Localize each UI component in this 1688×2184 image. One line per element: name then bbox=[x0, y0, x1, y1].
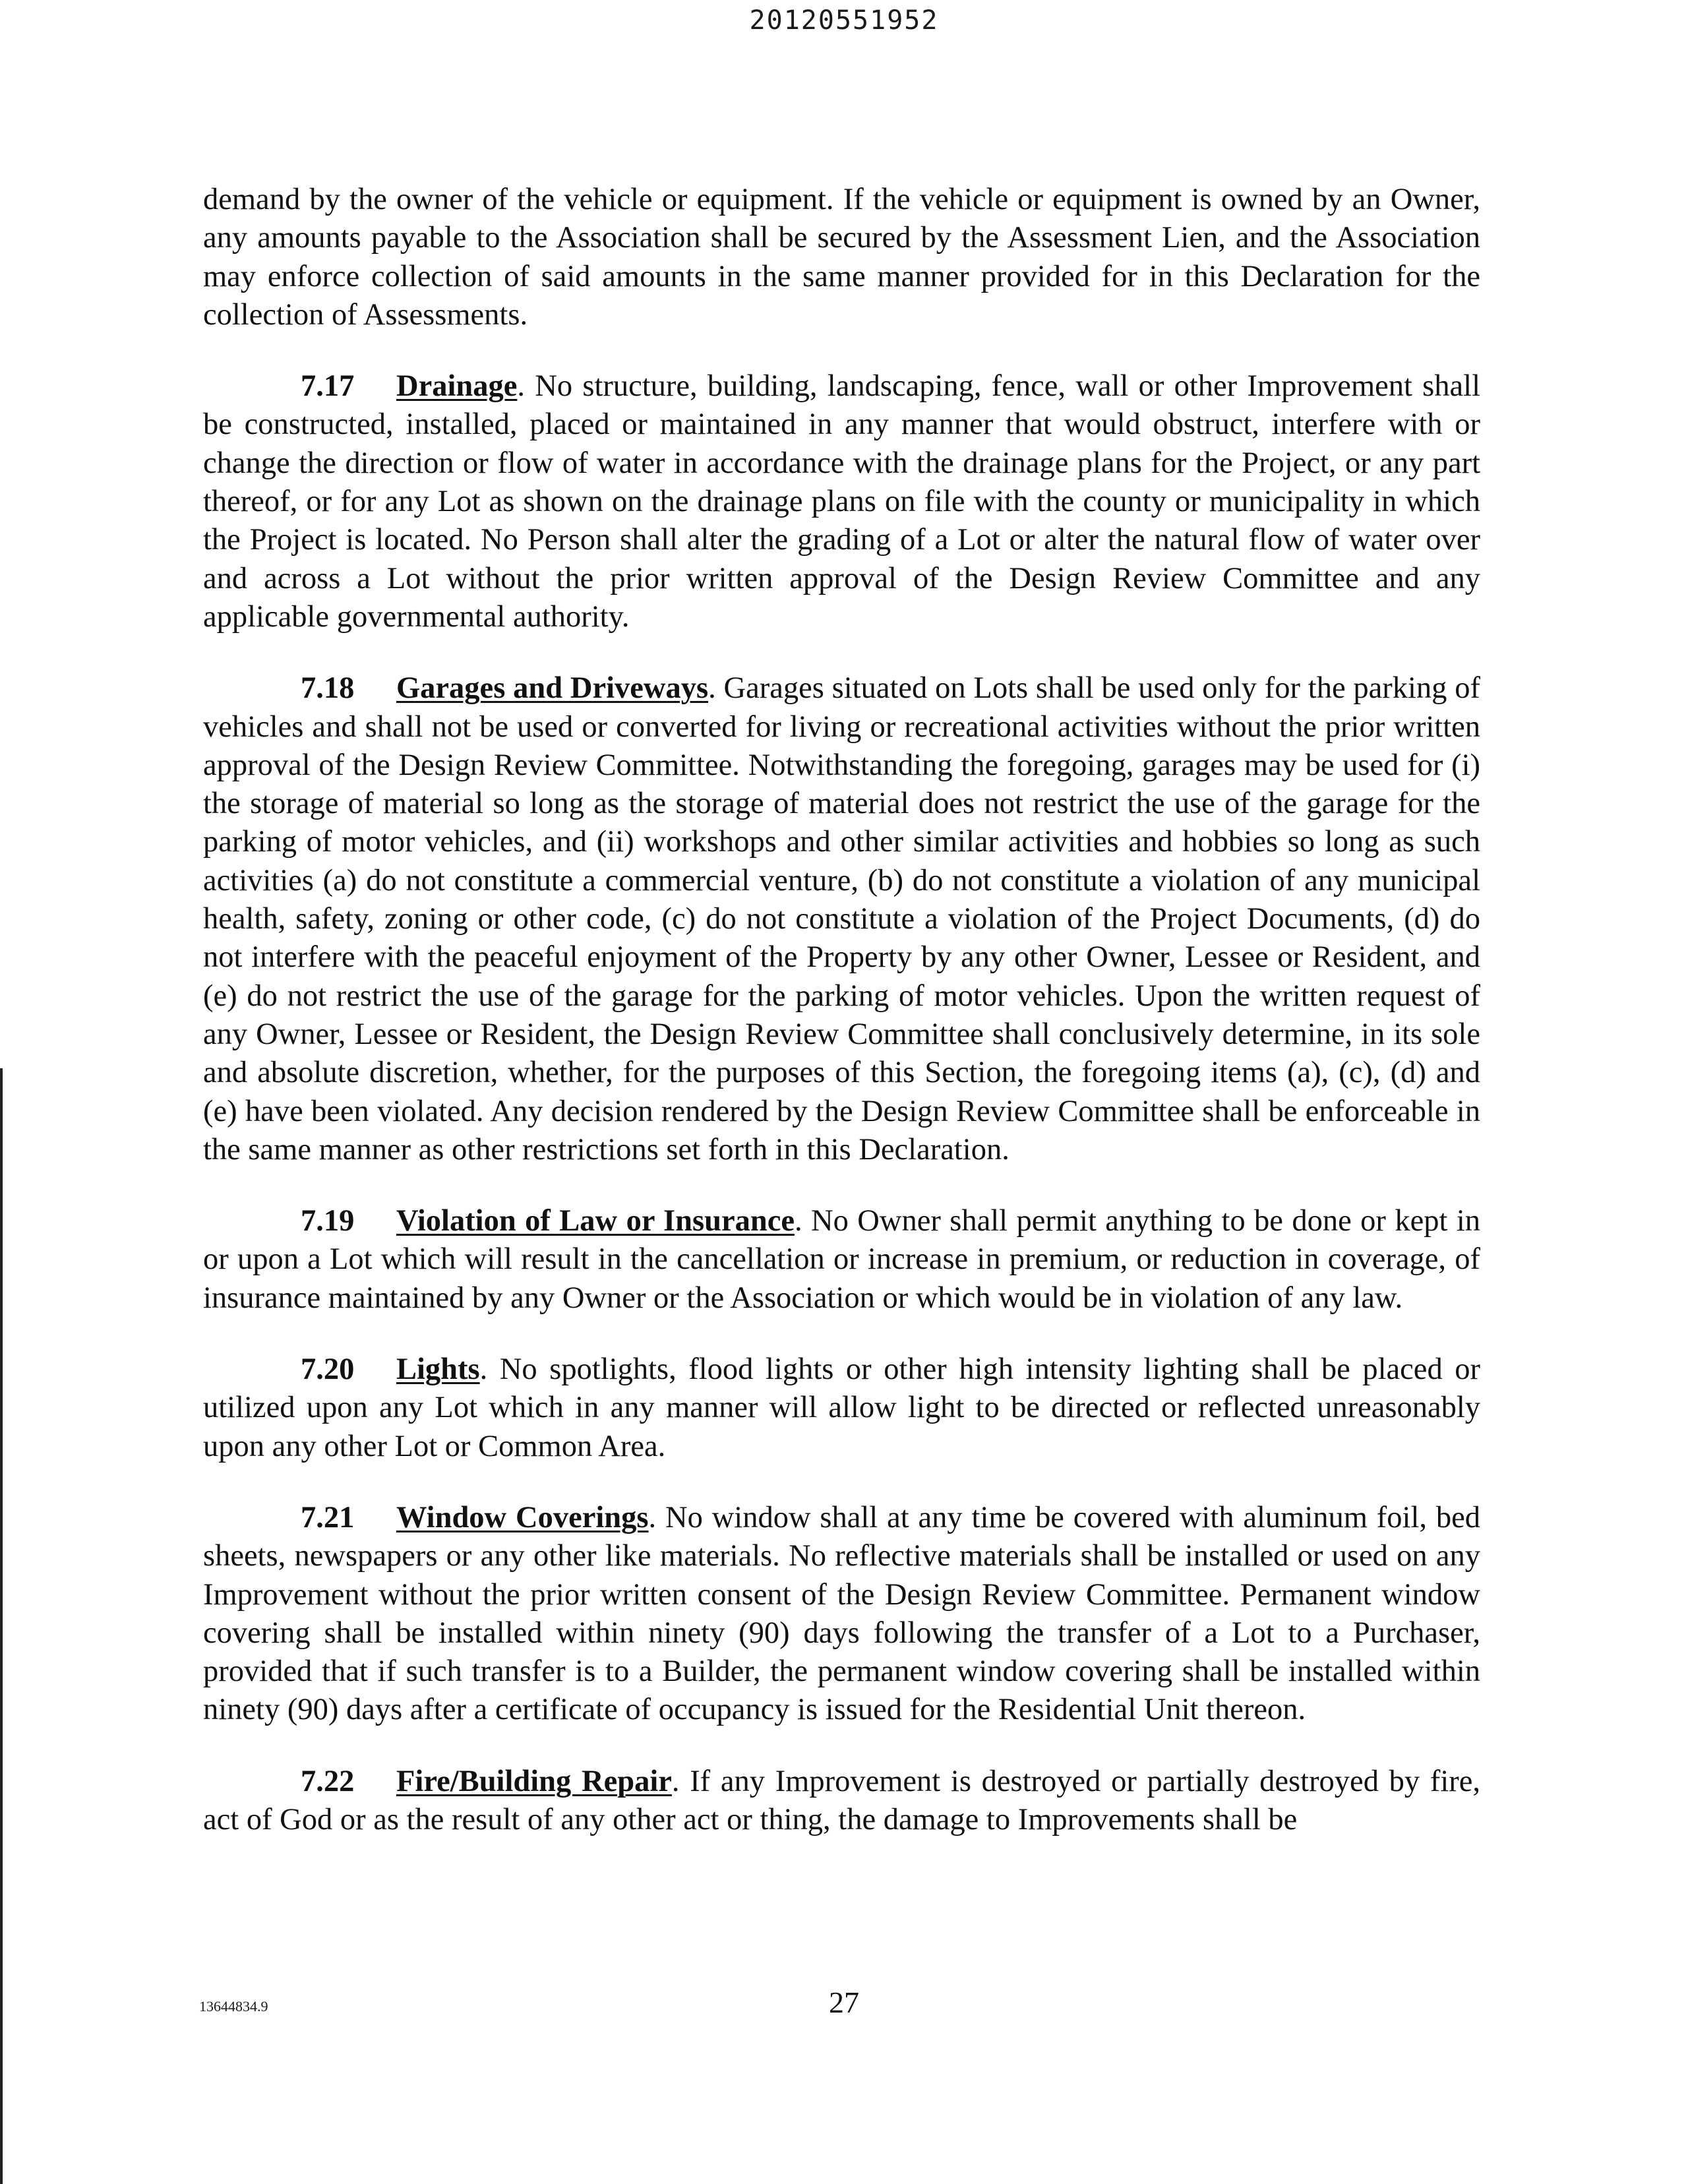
section-text: . No structure, building, landscaping, fence, wall or other Improvement shall be constructed, installed, placed or maintained in any manner that would obstruct, interfere with or change the direction or flow of water in accordance with the drainage plans for the Project, or any part thereof, or for any Lot as shown on the drainage plans on file with the county or municipality in which the Project is located. No Person shall alter the grading of a Lot or alter the natural flow of water over and across a Lot without the prior written approval of the Design Review Committee and any applicable governmental authority. bbox=[203, 369, 1480, 634]
section-number: 7.17 bbox=[301, 369, 355, 404]
paragraph-gap bbox=[203, 636, 1480, 669]
section-text: . No Owner shall permit anything to be done or kept in or upon a Lot which will result in the cancellation or increase in premium, or reduction in coverage, of insurance maintained by any Owner or the Association or which would be in violation of any law. bbox=[203, 1204, 1480, 1315]
section-title: Garages and Driveways bbox=[396, 671, 709, 706]
section-7-21 bbox=[203, 1499, 1480, 1730]
section-title: Lights bbox=[396, 1352, 480, 1387]
section-text: . Garages situated on Lots shall be used only for the parking of vehicles and shall not be used or converted for living or recreational activities without the prior written approval of the Design Review Committee. Notwithstanding the foregoing, garages may be used for (i) the storage of material so long as the storage of material does not restrict the use of the garage for the parking of motor vehicles, and (ii) workshops and other similar activities and hobbies so long as such activities (a) do not constitute a commercial venture, (b) do not constitute a violation of any municipal health, safety, zoning or other code, (c) do not constitute a violation of the Project Documents, (d) do not interfere with the peaceful enjoyment of the Property by any other Owner, Lessee or Resident, and (e) do not restrict the use of the garage for the parking of motor vehicles. Upon the written request of any Owner, Lessee or Resident, the Design Review Committee shall conclusively determine, in its sole and absolute discretion, whether, for the purposes of this Section, the foregoing items (a), (c), (d) and (e) have been violated. Any decision rendered by the Design Review Committee shall be enforceable in the same manner as other restrictions set forth in this Declaration. bbox=[203, 671, 1480, 1167]
section-number: 7.22 bbox=[301, 1764, 355, 1798]
section-number: 7.19 bbox=[301, 1204, 355, 1238]
recording-number: 20120551952 bbox=[749, 5, 939, 36]
paragraph-gap bbox=[203, 1169, 1480, 1202]
section-number: 7.18 bbox=[301, 671, 355, 706]
section-7-18 bbox=[203, 669, 1480, 1169]
section-title: Window Coverings bbox=[396, 1500, 649, 1534]
paragraph-gap bbox=[203, 1318, 1480, 1350]
section-title: Drainage bbox=[396, 369, 518, 404]
document-body bbox=[203, 181, 1480, 1839]
section-number: 7.21 bbox=[301, 1500, 355, 1534]
section-7-20 bbox=[203, 1350, 1480, 1466]
section-text: . No window shall at any time be covered with aluminum foil, bed sheets, newspapers or any other like materials. No reflective materials shall be installed or used on any Improvement without the prior written consent of the Design Review Committee. Permanent window covering shall be installed within ninety (90) days following the transfer of a Lot to a Purchaser, provided that if such transfer is to a Builder, the permanent window covering shall be installed within ninety (90) days after a certificate of occupancy is issued for the Residential Unit thereon. bbox=[203, 1500, 1480, 1727]
section-7-22 bbox=[203, 1763, 1480, 1840]
section-7-19 bbox=[203, 1202, 1480, 1318]
section-number: 7.20 bbox=[301, 1352, 355, 1387]
paragraph-gap bbox=[203, 1466, 1480, 1499]
paragraph-gap bbox=[203, 1730, 1480, 1763]
section-text: . No spotlights, flood lights or other high intensity lighting shall be placed or utilized upon any Lot which in any manner will allow light to be directed or reflected unreasonably upon any other Lot or Common Area. bbox=[203, 1352, 1480, 1463]
intro-paragraph: demand by the owner of the vehicle or equipment. If the vehicle or equipment is owned by an Owner, any amounts payable to the Association shall be secured by the Assessment Lien, and the Association may enforce collection of said amounts in the same manner provided for in this Declaration for the collection of Assessments. bbox=[203, 183, 1480, 332]
page-number: 27 bbox=[829, 1986, 859, 2019]
section-title: Fire/Building Repair bbox=[396, 1764, 672, 1798]
paragraph-gap bbox=[203, 334, 1480, 367]
section-7-17 bbox=[203, 367, 1480, 636]
section-title: Violation of Law or Insurance bbox=[396, 1204, 795, 1238]
section-text: . If any Improvement is destroyed or partially destroyed by fire, act of God or as the result of any other act or thing, the damage to Improvements shall be bbox=[203, 1764, 1480, 1836]
footer-document-id: 13644834.9 bbox=[199, 1998, 268, 2015]
scan-edge-line bbox=[0, 1068, 3, 2184]
